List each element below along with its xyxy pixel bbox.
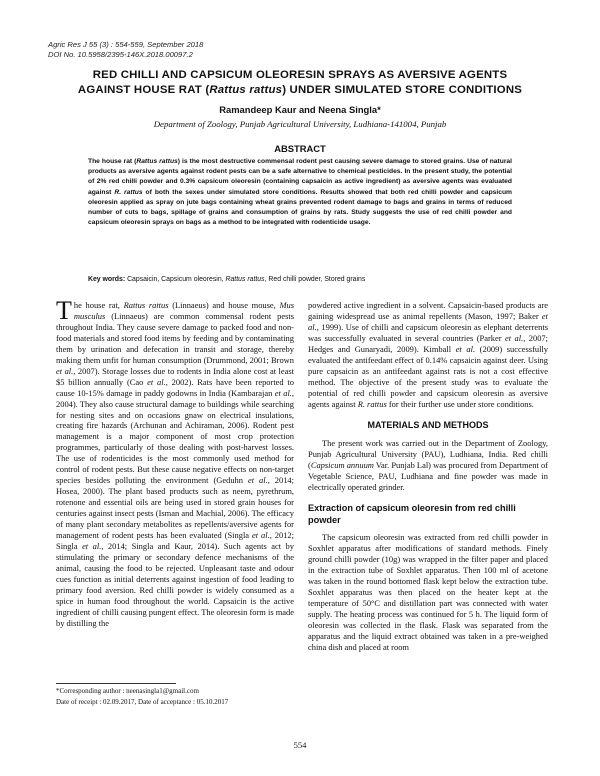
footnote (56, 686, 228, 707)
methods-heading: MATERIALS AND METHODS (367, 419, 489, 430)
title-line-1: RED CHILLI AND CAPSICUM OLEORESIN SPRAYS AS AVERSIVE AGENTS (92, 69, 508, 81)
footnote-divider (56, 683, 176, 684)
abstract-heading: ABSTRACT (274, 143, 326, 154)
journal-header (48, 40, 203, 60)
methods-paragraph: The present work was carried out in the Department of Zoology, Punjab Agricultural University (PAU), Ludhiana, India. Red chilli (Capsicum annuum Var. Punjab Lal) was procured from Department of Vegetable Science, PAU, Ludhiana and fine powder was made in electrically operated grinder. (308, 438, 549, 493)
paper-title (40, 68, 560, 98)
extraction-paragraph: The capsicum oleoresin was extracted from red chilli powder in Soxhlet apparatus after modifications of standard methods. Finely ground chilli powder (10g) was wrapped in the filter paper and placed in the extraction tube of Soxhlet apparatus. Then 100 ml of acetone was taken in the round bottomed flask kept below the extraction tube. Soxhlet apparatus was then placed on the heater kept at the temperature of 50°C and distillation part was connected with water supply. The heating process was continued for 5 h. The liquid form of oleoresin was collected in the flask. Flask was separated from the apparatus and the liquid extract obtained was taken in a pre-weighed china dish and placed at room (308, 532, 548, 652)
drop-cap: T (56, 296, 72, 325)
corresponding-author: *Corresponding author : neenasingla1@gmail.com (56, 687, 199, 695)
authors: Ramandeep Kaur and Neena Singla* (219, 104, 381, 115)
doi: DOI No. 10.5958/2395-146X.2018.00097.2 (48, 50, 193, 59)
left-column (56, 296, 295, 629)
title-line-2: AGAINST HOUSE RAT (Rattus rattus) UNDER SIMULATED STORE CONDITIONS (77, 84, 523, 96)
receipt-dates: Date of receipt : 02.09.2017, Date of acceptance : 05.10.2017 (56, 697, 229, 706)
extraction-heading: Extraction of capsicum oleoresin from red chilli powder (308, 503, 516, 526)
right-column (308, 300, 548, 653)
abstract-body: The house rat (Rattus rattus) is the most destructive commensal rodent pest causing severe damage to stored grains. Use of natural products as aversive agents against rodent pests can be a safe alternative to chemical pesticides. In the present study, the potential of 2% red chilli powder and 0.3% capsicum oleoresin (containing capsaicin as active ingredient) as aversive agents was evaluated against R. rattus of both the sexes under simulated store conditions. Results showed that both red chilli powder and capsicum oleoresin applied as spray on jute bags containing wheat grains prevented rodent damage to bags and grains in terms of reduced number of cuts to bags, spillage of grains and consumption of grains by rats. Study suggests the use of red chilli powder and capsicum oleoresin sprays on bags as a method to be integrated with rodenticide usage. (88, 158, 513, 227)
intro-paragraph: The house rat, Rattus rattus (Linnaeus) and house mouse, Mus musculus (Linnaeus) are common commensal rodent pests throughout India. They cause severe damage to packed food and non-food materials and stored food items by feeding and by contaminating them by urination and defecation in transit and storage, thereby making them unfit for human consumption (Drummond, 2001; Brown et al., 2007). Storage losses due to rodents in India alone cost at least $5 billion annually (Cao et al., 2002). Rats have been reported to cause 10-15% damage in paddy godowns in India (Kambarajan et al., 2004). They also cause structural damage to buildings while searching for nesting sites and on occasions gnaw on electrical insulations, creating fire hazards (Archunan and Achiraman, 2006). Rodent pest management is a major component of most crop protection programmes, particularly of those dealing with post-harvest losses. The use of rodenticides is the most commonly used method for control of rodent pests. But these cause negative effects on non-target species besides polluting the environment (Geduhn et al., 2014; Hosea, 2000). The plant based products such as neem, pyrethrum, rotenone and essential oils are being used in stored grain houses for centuries against insect pests (Isman and Machial, 2006). The efficacy of many plant secondary metabolites as repellents/aversive agents for management of rodent pests has been evaluated (Singla et al., 2012; Singla et al., 2014; Singla and Kaur, 2014). Such agents act by stimulating the primary or secondary defence mechanisms of the animal, causing the food to be rejected. Unpleasant taste and odour cues function as initial deterrents against ingestion of food leading to primary food aversion. Red chilli powder is widely consumed as a spice in human food throughout the world. Capsaicin is the active ingredient of chilli causing pungent effect. The oleoresin form is made by distilling the (56, 296, 295, 628)
keywords: Key words: Capsaicin, Capsicum oleoresin, Rattus rattus, Red chilli powder, Stored grains (88, 276, 366, 283)
page-number: 554 (293, 740, 307, 750)
affiliation: Department of Zoology, Punjab Agricultural University, Ludhiana-141004, Punjab (153, 119, 447, 129)
intro-continuation: powdered active ingredient in a solvent. Capsaicin-based products are gaining widespread use as animal repellents (Mason, 1997; Baker et al., 1999). Use of chilli and capsicum oleoresin as elephant deterrents was successfully evaluated in several countries (Parker et al., 2007; Hedges and Gunaryadi, 2009). Kimball et al. (2009) successfully evaluated the antifeedant effect of 0.14% capsaicin against deer. Using pure capsaicin as an antifeedant against rats is not a cost effective method. The objective of the present study was to evaluate the potential of red chilli powder and capsicum oleoresin as aversive agents against R. rattus for their further use under store conditions. (308, 300, 549, 409)
journal-citation: Agric Res J 55 (3) : 554-559, September 2018 (48, 40, 204, 49)
